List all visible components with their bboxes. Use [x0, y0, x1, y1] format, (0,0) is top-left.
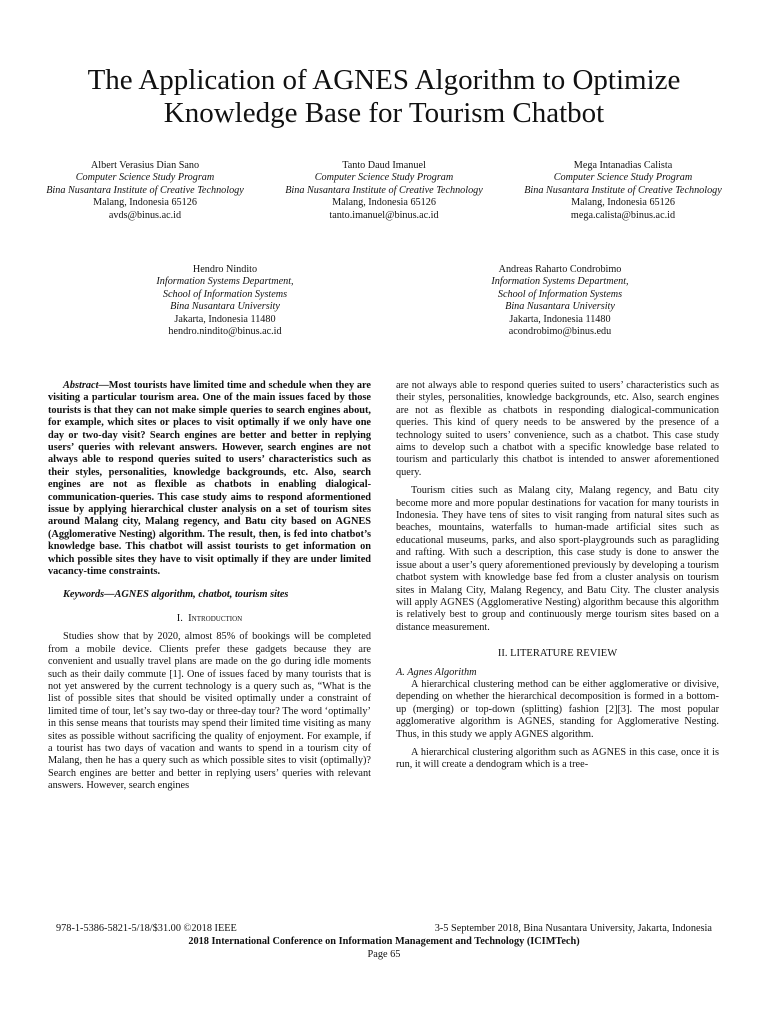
page-footer [0, 922, 768, 961]
author-block [120, 264, 330, 338]
author-city: Jakarta, Indonesia 11480 [174, 313, 276, 325]
author-city: Malang, Indonesia 65126 [571, 197, 675, 209]
author-email[interactable]: hendro.nindito@binus.ac.id [168, 326, 282, 338]
author-email[interactable]: avds@binus.ac.id [108, 209, 182, 221]
author-name: Tanto Daud Imanuel [342, 160, 426, 171]
section-title-first: I [188, 612, 192, 624]
paper-title: The Application of AGNES Algorithm to Optimize Knowledge Base for Tourism Chatbot [87, 64, 681, 129]
intro-paragraph-2: Tourism cities such as Malang city, Malang regency, and Batu city become more and more popular destinations for vacation for many tourists in Indonesia. They have tens of sites to visit ranging from natural sites such as beaches, mountains, waterfalls to human-made artificial sites such as educational museums, parks, and also sport-playgrounds such as paragliding and rafting. With such a description, this case study is done to answer the issue about a user’s query aforementioned previously by developing a tourism chatbot system with knowledge base fed from a cluster analysis on tourism sites in Malang City, Malang Regency, and Batu City. The cluster analysis will apply AGNES (Agglomerative Nesting) algorithm because this algorithm is relatively best to group and continuously merge tourism sites based on a distance measurement. [396, 485, 719, 633]
section-number: I. [176, 612, 183, 624]
author-city: Malang, Indonesia 65126 [93, 197, 197, 209]
author-affiliation: Bina Nusantara Institute of Creative Technology [46, 184, 244, 196]
literature-paragraph-2: A hierarchical clustering algorithm such as AGNES in this case, once it is run, it will create a dendogram which is a tree- [396, 746, 719, 771]
keywords-lead: Keywords— [63, 588, 115, 600]
footer-venue: 3-5 September 2018, Bina Nusantara University, Jakarta, Indonesia [434, 923, 712, 934]
author-affiliation: School of Information Systems [162, 288, 288, 300]
section-heading-introduction [48, 613, 371, 625]
abstract [48, 380, 371, 579]
author-name: Mega Intanadias Calista [573, 160, 673, 171]
author-email[interactable]: tanto.imanuel@binus.ac.id [329, 209, 439, 221]
footer-page-number: Page 65 [367, 949, 401, 960]
author-name: Hendro Nindito [192, 264, 258, 275]
author-affiliation: School of Information Systems [497, 288, 623, 300]
footer-conference: 2018 International Conference on Information Management and Technology (ICIMTech) [188, 936, 580, 947]
author-email[interactable]: mega.calista@binus.ac.id [570, 209, 676, 221]
keywords-text: AGNES algorithm, chatbot, tourism sites [114, 588, 289, 600]
left-column [48, 380, 371, 793]
author-block [455, 264, 665, 338]
author-affiliation: Information Systems Department, [491, 276, 629, 288]
intro-paragraph-1-continued: are not always able to respond queries suited to users’ characteristics such as their styles, personalities, knowledge backgrounds, etc. Also, search engines are not as flexible as chatbots in responding dialogical-communication queries. This kind of query needs to be answered by the presence of a technology suited to users’ convenience, such as a chatbot. This case study aims to develop such a chatbot with a specific knowledge base related to tourism and particularly this chatbot is intended to answer aforementioned query. [396, 380, 719, 478]
author-affiliation: Computer Science Study Program [553, 172, 693, 184]
footer-isbn: 978-1-5386-5821-5/18/$31.00 ©2018 IEEE [56, 923, 237, 934]
author-affiliation: Computer Science Study Program [314, 172, 454, 184]
author-affiliation: Bina Nusantara Institute of Creative Technology [524, 184, 722, 196]
author-affiliation: Bina Nusantara University [505, 301, 615, 313]
author-name: Andreas Raharto Condrobimo [498, 264, 622, 275]
right-column [396, 380, 719, 772]
author-block [518, 160, 728, 222]
author-name: Albert Verasius Dian Sano [90, 160, 200, 171]
author-block [40, 160, 250, 222]
author-email[interactable]: acondrobimo@binus.edu [508, 326, 612, 338]
subsection-heading-agnes: A. Agnes Algorithm [396, 666, 477, 678]
author-city: Jakarta, Indonesia 11480 [509, 313, 611, 325]
author-affiliation: Bina Nusantara Institute of Creative Technology [285, 184, 483, 196]
author-affiliation: Bina Nusantara University [170, 301, 280, 313]
author-block [279, 160, 489, 222]
abstract-text: —Most tourists have limited time and schedule when they are visiting a particular tourism area. One of the main issues faced by those tourists is that they can not make simple queries to search engines about, for example, which sites or places to visit optimally if we only have one day or two-day visit? Search engines are better and better in replying users’ queries with relevant answers. However, search engines are not always able to respond queries suited to users’ characteristics such as their styles, personalities, knowledge backgrounds, etc. Also, search engines are not as flexible as chatbots in enabling dialogical-communication-queries. This case study aims to respond aformentioned issue by applying hierarchical cluster analysis on a set of tourism sites around Malang city, Malang regency, and Batu city based on AGNES (Agglomerative Nesting) algorithm. The result, then, is fed into chatbot’s knowledge base. This chatbot will assist tourists to get information on which possible sites they have to visit optimally if they are under limited vacancy-time constraints. [48, 380, 371, 578]
author-affiliation: Computer Science Study Program [75, 172, 215, 184]
author-city: Malang, Indonesia 65126 [332, 197, 436, 209]
abstract-lead: Abstract [63, 380, 99, 391]
literature-paragraph-1: A hierarchical clustering method can be either agglomerative or divisive, depending on whether the hierarchical decomposition is formed in a bottom-up (merging) or top-down (splitting) fashion [2][3]. The most popular agglomerative algorithm is AGNES, standing for Agglomerative Nesting. Thus, in this study we apply AGNES algorithm. [396, 678, 719, 740]
intro-paragraph-1: Studies show that by 2020, almost 85% of bookings will be completed from a mobile device. Clients prefer these gadgets because they are convenient and usually travel plans are made on the go during idle moments such as their daily commute [1]. One of issues faced by many tourists that is not yet answered by the current technology is a query such as, “What is the list of possible sites that should be visited optimally under a constraint of limited time of tour, let’s say two-day or three-day tour? The word ‘optimally’ in this sense means that tourists may spend their limited time visiting as many sites as possible without sacrificing the quality of enjoyment. For example, if a tourist has two days of vacation and wants to spend in a tourism city of Malang, then he has a query such as which possible sites to visit (optimally)? Search engines are better and better in replying users’ queries with relevant answers. However, search engines [48, 631, 371, 792]
section-heading-literature-review: II. LITERATURE REVIEW [497, 648, 618, 660]
keywords [48, 589, 371, 601]
section-title-rest: ntroduction [191, 612, 243, 624]
author-affiliation: Information Systems Department, [156, 276, 294, 288]
